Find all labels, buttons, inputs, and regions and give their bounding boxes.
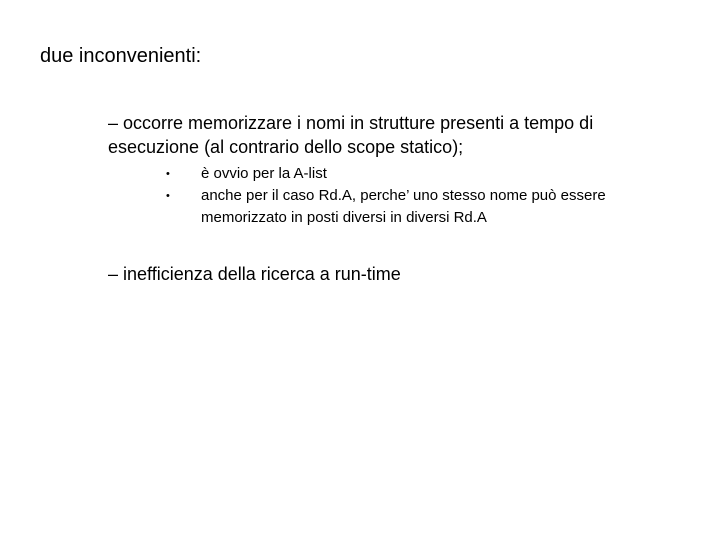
main-point-memorization: – occorre memorizzare i nomi in strutture presenti a tempo di esecuzione (al contrario dello scope statico); bbox=[108, 113, 594, 157]
subpoint-text: anche per il caso Rd.A, perche’ uno stesso nome può essere memorizzato in posti diversi in diversi Rd.A bbox=[201, 187, 606, 226]
subpoint-a-list bbox=[0, 163, 720, 185]
subpoint-rda bbox=[0, 185, 720, 229]
bullet-icon: • bbox=[166, 190, 170, 202]
bullet-icon: • bbox=[166, 168, 170, 180]
subpoint-text: è ovvio per la A-list bbox=[201, 165, 327, 182]
subpoint-list bbox=[0, 163, 720, 229]
slide-heading: due inconvenienti: bbox=[40, 45, 202, 67]
main-point-inefficiency: – inefficienza della ricerca a run-time bbox=[108, 264, 401, 284]
